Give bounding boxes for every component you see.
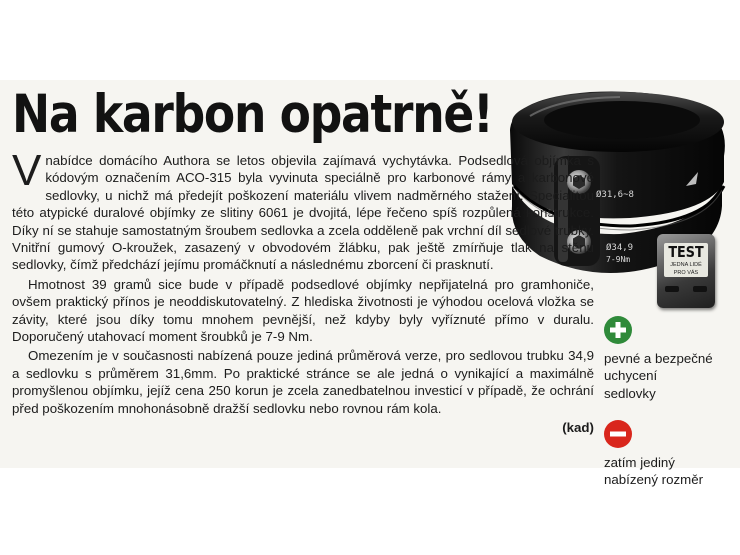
- pros-line: pevné a bezpečné: [604, 351, 713, 366]
- plus-icon: [604, 316, 632, 344]
- article-paragraph: Omezením je v současnosti nabízená pouze jediná průměrová verze, pro sedlovou trubku 34,9 a sedlovku s průměrem 31,6mm. Po praktické stránce se ale jedná o vynikající a maximálně promyšlenou objímku, jejíž cena 250 korun je zcela zanedbatelnou investicí v případě, že ochrání před poškozením mnohonásobně dražší sedlovku nebo rovnou rám kola.: [12, 348, 594, 416]
- test-badge-button-left: [665, 286, 679, 292]
- cons-line: zatím jediný: [604, 455, 675, 470]
- test-badge-subtitle: JEDNA LIDÉ PRO VÁS: [670, 262, 702, 276]
- pros-line: uchycení: [604, 368, 658, 384]
- minus-icon: [604, 420, 632, 448]
- cons-text: [604, 454, 734, 489]
- cons-line: nabízený rozměr: [604, 472, 704, 488]
- test-badge: [657, 234, 715, 308]
- article-paragraph: [12, 146, 594, 274]
- article-headline: Na karbon opatrně!: [12, 84, 493, 145]
- article-body: [12, 146, 594, 437]
- cons-section: [604, 420, 734, 489]
- article-paragraph: Hmotnost 39 gramů sice bude v případě podsedlové objímky nepřijatelná pro gramhoniče, ovšem praktický přínos je neoddiskutovatelný. Z hlediska životnosti je výhodou ocelová vložka se závity, které jsou díky tomu mnohem pevnější, než kdyby byly vyříznuté přímo v duralu. Doporučený utahovací moment šroubků je 7-9 Nm.: [12, 276, 594, 345]
- pros-text: [604, 350, 734, 402]
- pros-section: [604, 316, 734, 402]
- article-author: (kad): [562, 420, 594, 436]
- pros-line: sedlovky: [604, 385, 656, 401]
- test-badge-button-right: [693, 286, 707, 292]
- lower-engraving-diameter: Ø34,9: [606, 243, 634, 253]
- magazine-clipping: [0, 80, 740, 488]
- article-dropcap: V: [12, 146, 42, 195]
- article-paragraph-text: nabídce domácího Authora se letos objevila zajímavá vychytávka. Podsedlová objímka s kódovým označením ACO-315 byla vyvinuta speciálně pro karbonové rámy a karbonové sedlovky, u nichž má předejít poškození materiálu vlivem nadměrného stažení. Specialitou této atypické duralové objímky ze slitiny 6061 je dvojitá, lépe řečeno spíš rozpůlená konstrukce. Díky ní se stahuje samostatným šroubem sedlovka a zcela odděleně pak vrchní díl sedlové trubky. Vnitřní gumový O-kroužek, zasazený v obvodovém žlábku, pak ještě zmírňuje tlak na stěnu sedlovky, čímž předchází jejímu promáčknutí a následnému zborcení či prasknutí.: [12, 153, 594, 273]
- test-badge-word: TEST: [668, 243, 704, 261]
- test-badge-screen: [664, 243, 708, 277]
- upper-engraving: Ø31,6~8: [596, 190, 634, 200]
- lower-engraving-torque: 7-9Nm: [606, 255, 631, 264]
